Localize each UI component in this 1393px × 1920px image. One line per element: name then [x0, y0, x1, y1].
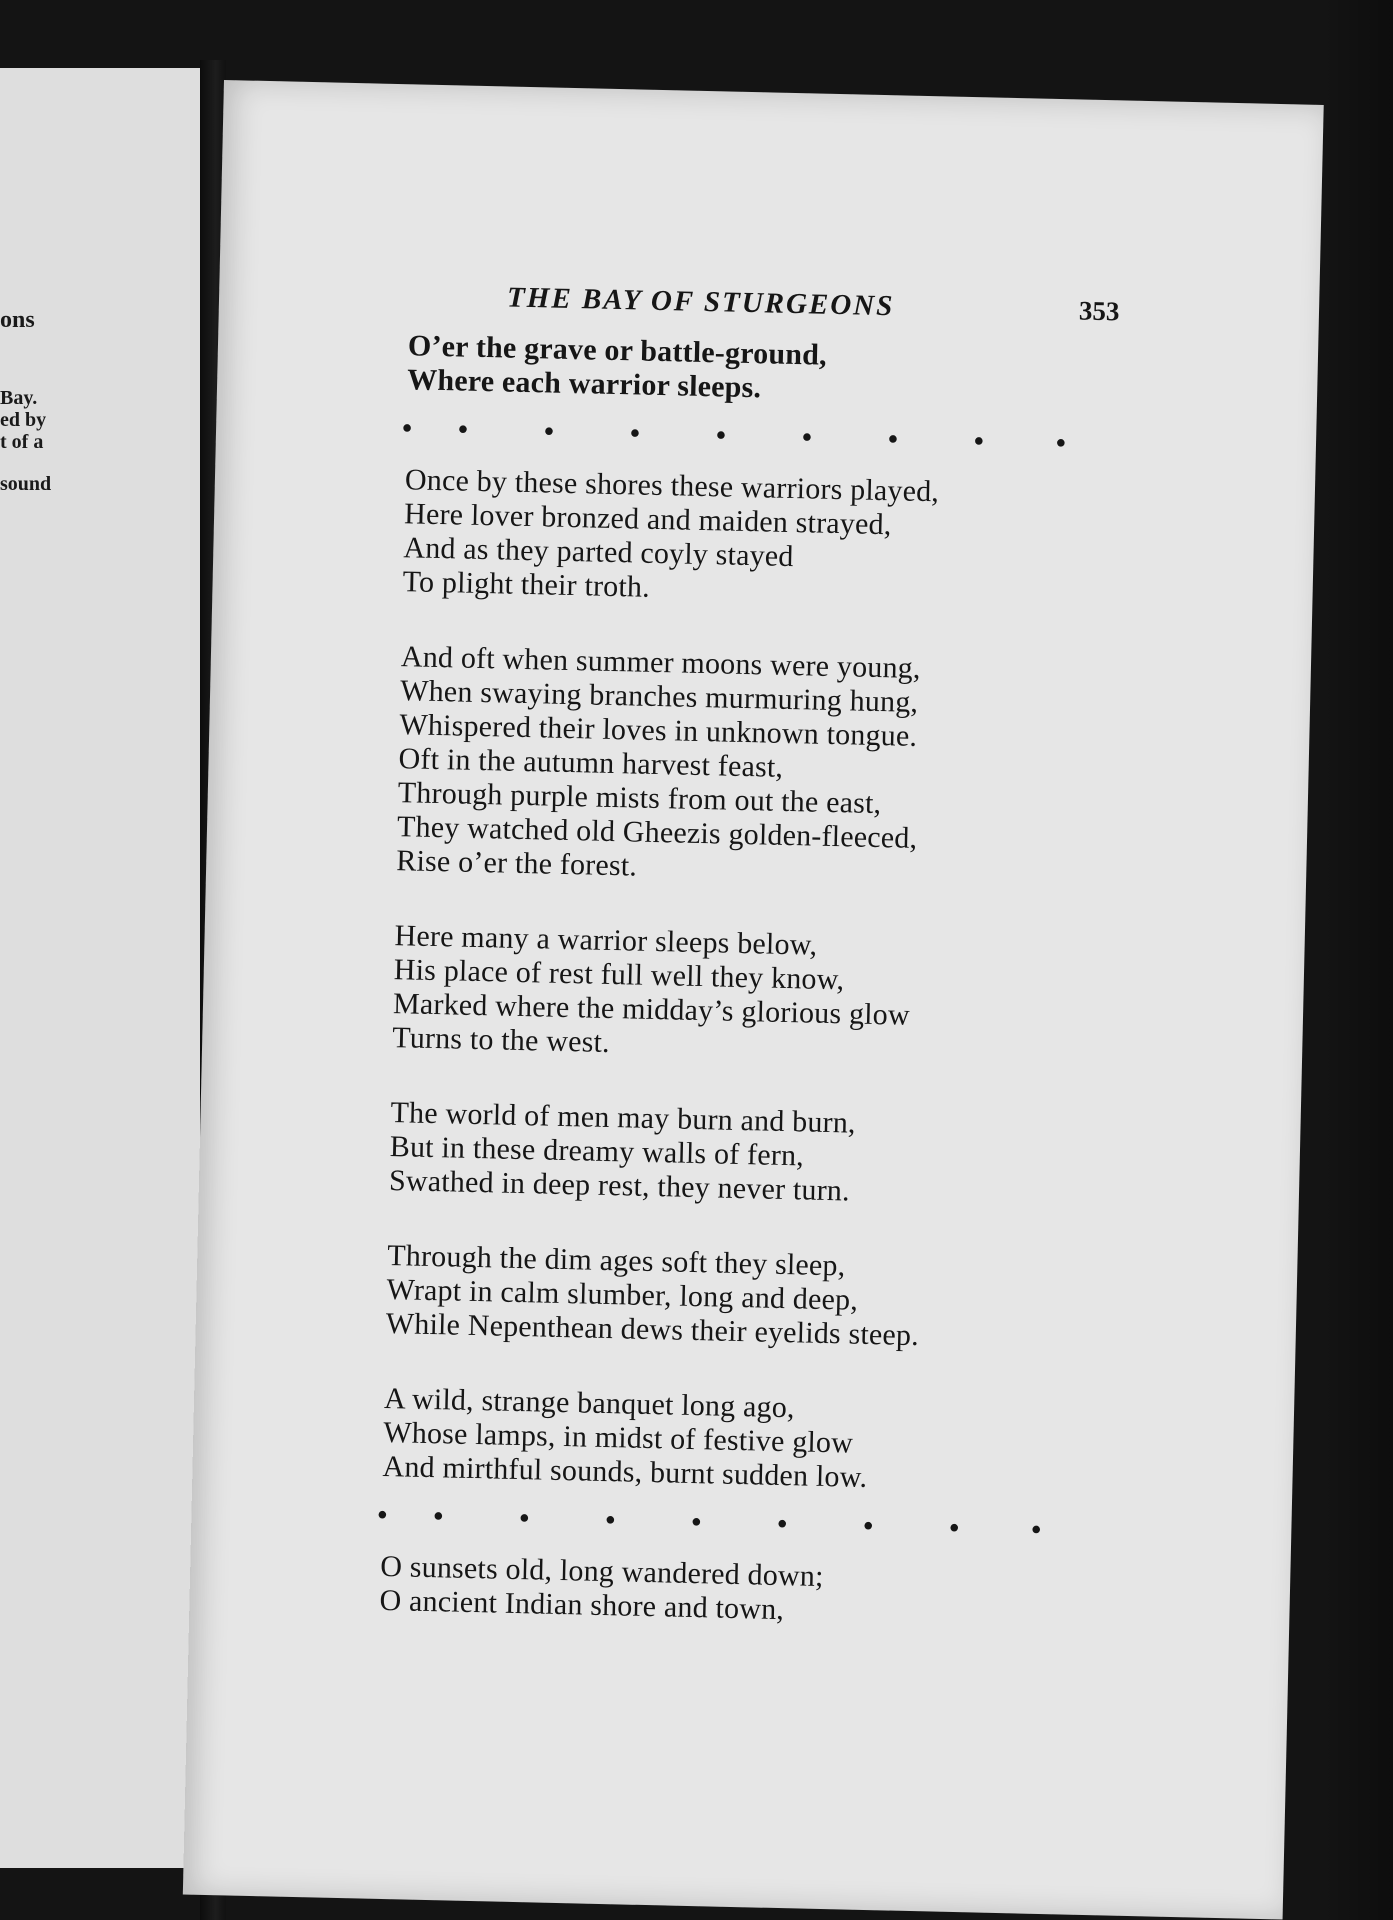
right-page [183, 80, 1324, 1919]
stanza [379, 1550, 1240, 1637]
left-page-fragment: t of a [0, 431, 44, 453]
left-page-fragment: ons [0, 307, 35, 333]
poem-line: To plight their troth. [402, 565, 651, 604]
poem-line: Rise o’er the forest. [395, 844, 638, 883]
poem-line: Where each warrior sleeps. [406, 363, 762, 405]
poem-line: Here many a warrior sleeps below, [394, 919, 818, 962]
poem-line: Through purple mists from out the east, [397, 776, 882, 821]
separator-dot: • [401, 413, 413, 445]
stanza [385, 1239, 1247, 1360]
separator-dot: • [543, 416, 555, 448]
separator-dot: • [715, 420, 727, 452]
separator-dot: • [519, 1503, 530, 1535]
poem-line: And oft when summer moons were young, [400, 640, 922, 685]
poem-line: O ancient Indian shore and town, [379, 1583, 785, 1627]
separator-dot: • [691, 1506, 702, 1539]
separator-dot: • [377, 1499, 388, 1532]
poem-line: Through the dim ages soft they sleep, [386, 1239, 846, 1283]
poem-line: The world of men may burn and burn, [390, 1096, 857, 1140]
poem-line: Oft in the autumn harvest feast, [398, 742, 784, 784]
ellipsis-separator [401, 407, 1266, 460]
stanza [396, 640, 1261, 897]
poem-line: But in these dreamy walls of fern, [389, 1130, 805, 1173]
poem-body [378, 329, 1268, 1678]
separator-dot: • [605, 1505, 616, 1537]
separator-dot: • [457, 414, 469, 446]
separator-dot: • [948, 1512, 960, 1545]
poem-line: A wild, strange banquet long ago, [383, 1381, 796, 1425]
poem-line: Whose lamps, in midst of festive glow [382, 1415, 854, 1460]
stanza [392, 919, 1255, 1074]
separator-dot: • [629, 418, 641, 450]
running-head: THE BAY OF STURGEONS [506, 281, 895, 323]
left-page [0, 68, 202, 1868]
poem-line: While Nepenthean dews their eyelids steep. [385, 1306, 920, 1353]
poem-line: They watched old Gheezis golden-fleeced, [396, 810, 918, 855]
separator-dot: • [1030, 1514, 1042, 1546]
separator-dot: • [862, 1510, 874, 1543]
poem-line: Marked where the midday’s glorious glow [392, 987, 911, 1032]
poem-line: And mirthful sounds, burnt sudden low. [382, 1449, 868, 1494]
separator-dot: • [973, 426, 985, 458]
left-page-fragment: ed by [0, 409, 47, 431]
poem-line: Swathed in deep rest, they never turn. [388, 1164, 851, 1208]
poem-line: And as they parted coyly stayed [403, 531, 794, 574]
stanza [407, 329, 1268, 416]
poem-line: Once by these shores these warriors played, [404, 463, 940, 509]
stanza [382, 1382, 1244, 1503]
separator-dot: • [777, 1508, 788, 1541]
stanza [389, 1096, 1251, 1217]
poem-line: His place of rest full well they know, [393, 953, 845, 997]
separator-dot: • [433, 1501, 444, 1533]
poem-line: O sunsets old, long wandered down; [379, 1549, 824, 1593]
separator-dot: • [801, 422, 813, 454]
stanza [402, 463, 1265, 618]
page-number: 353 [1078, 295, 1120, 327]
poem-line: Turns to the west. [391, 1021, 611, 1059]
poem-line: Whispered their loves in unknown tongue. [399, 708, 918, 753]
poem-line: Wrapt in calm slumber, long and deep, [386, 1273, 859, 1317]
separator-dot: • [1055, 427, 1067, 460]
separator-dot: • [887, 424, 899, 456]
poem-line: Here lover bronzed and maiden strayed, [403, 497, 892, 542]
poem-line: When swaying branches murmuring hung, [399, 674, 919, 719]
left-page-fragment: sound [0, 473, 52, 495]
scan-edge-shadow [1323, 0, 1393, 1920]
ellipsis-separator [377, 1494, 1241, 1546]
left-page-fragment: Bay. [0, 387, 38, 409]
poem-line: O’er the grave or battle-ground, [407, 329, 828, 372]
